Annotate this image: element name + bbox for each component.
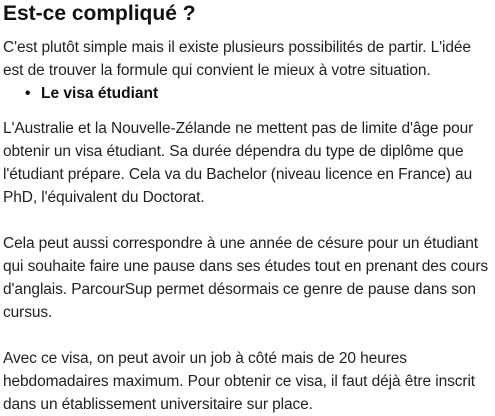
paragraph-work-rights: Avec ce visa, on peut avoir un job à côté mais de 20 heures hebdomadaires maximum. Pour obtenir ce visa, il faut déjà être inscrit dans un établissement universitaire sur place. (3, 350, 475, 413)
paragraph-gap-year: Cela peut aussi correspondre à une année de césure pour un étudiant qui souhaite faire une pause dans ses études tout en prenant des cours d'anglais. ParcourSup permet désormais ce genre de pause dans son cursus. (3, 235, 489, 321)
section-title: Est-ce compliqué ? (3, 2, 196, 25)
list-item-student-visa (3, 82, 491, 105)
visa-list (3, 82, 491, 105)
intro-paragraph: C'est plutôt simple mais il existe plusieurs possibilités de partir. L'idée est de trouver la formule qui convient le mieux à votre situation. (3, 39, 471, 79)
paragraph-age-limit: L'Australie et la Nouvelle-Zélande ne mettent pas de limite d'âge pour obtenir un visa étudiant. Sa durée dépendra du type de diplôme que l'étudiant prépare. Cela va du Bachelor (niveau licence en France) au PhD, l'équivalent du Doctorat. (3, 120, 474, 206)
list-item-label: Le visa étudiant (41, 85, 159, 102)
bullet-icon: • (25, 85, 31, 102)
